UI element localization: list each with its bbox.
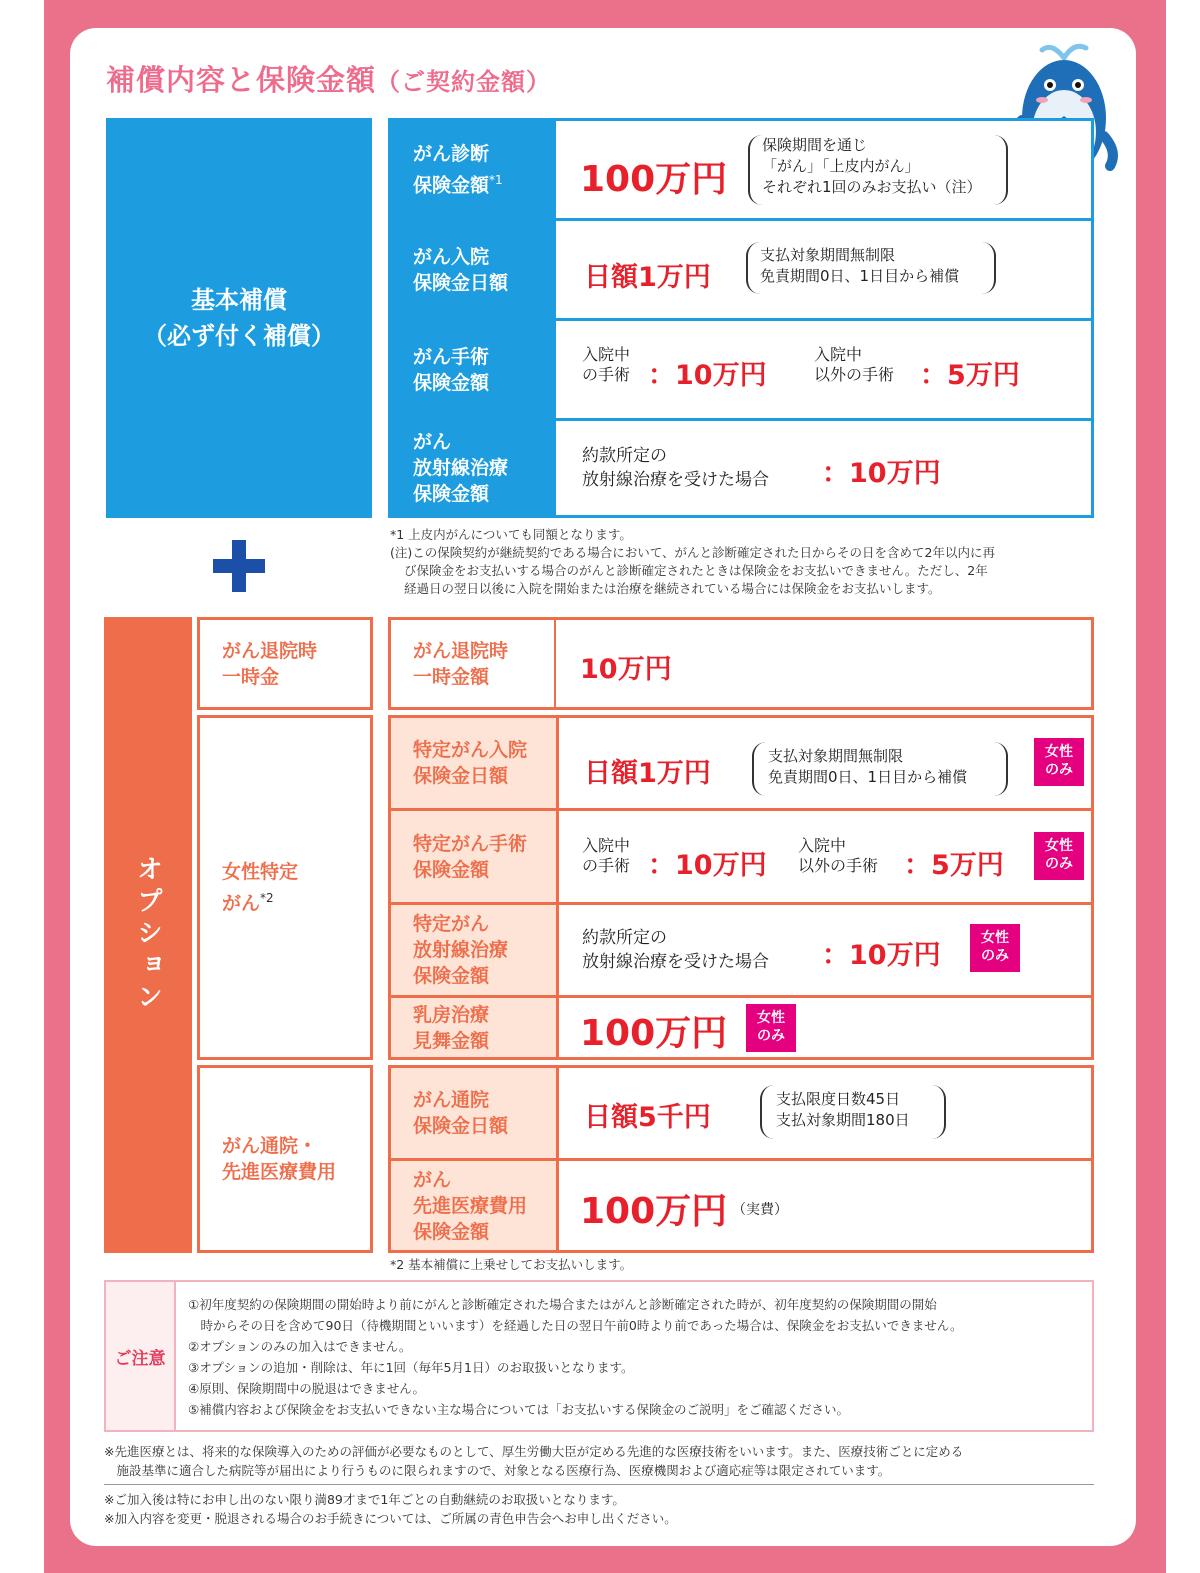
amount-value: 日額1万円 <box>584 757 711 789</box>
row-label: 特定がん入院 保険金日額 <box>413 739 528 787</box>
row-label: がん退院時 一時金額 <box>391 620 556 707</box>
bottom-notes: ※ご加入後は特にお申し出のない限り満89才まで1年ごとの自動継続のお取扱いとなります。 ※加入内容を変更・脱退される場合のお手続きについては、ご所属の青色申告会へお申し出ください。 <box>104 1492 677 1526</box>
basic-coverage-label: 基本補償 （必ず付く補償） <box>106 118 372 518</box>
option-group-discharge: がん退院時 一時金 <box>197 617 373 710</box>
option-group-outpatient: がん通院・ 先進医療費用 <box>197 1065 373 1253</box>
amount-value: 10万円 <box>580 653 672 685</box>
row-label: がん通院 保険金日額 <box>413 1089 509 1137</box>
amount-value: 100万円 <box>580 158 728 200</box>
row-label: 乳房治療 見舞金額 <box>413 1003 490 1052</box>
caution-item: ①初年度契約の保険期間の開始時より前にがんと診断確定された場合またはがんと診断確定された時が、初年度契約の保険期間の開始 <box>188 1297 937 1312</box>
condition-note: 支払対象期間無制限 免責期間0日、1日目から補償 <box>752 742 1008 796</box>
caution-item: ②オプションのみの加入はできません。 <box>188 1339 412 1354</box>
amount-value: ：10万円 <box>822 939 941 971</box>
caution-item: ③オプションの追加・削除は、年に1回（毎年5月1日）のお取扱いとなります。 <box>188 1360 634 1375</box>
condition-note: 支払限度日数45日 支払対象期間180日 <box>760 1085 946 1139</box>
page-title: 補償内容と保険金額（ご契約金額） <box>106 63 552 97</box>
divider <box>556 1068 559 1250</box>
option-group-female: 女性特定 がん$^{*2}$ <box>197 715 373 1060</box>
amount-value: ：5万円 <box>920 359 1020 391</box>
amount-value: 100万円 <box>580 1190 728 1232</box>
condition-label: 入院中 以外の手術 <box>798 836 879 875</box>
caution-label: ご注意 <box>106 1282 176 1430</box>
condition-label: 入院中 の手術 <box>582 836 631 875</box>
actual-cost-note: （実費） <box>732 1202 788 1218</box>
amount-value: ：5万円 <box>904 849 1004 881</box>
plus-icon <box>213 540 265 592</box>
footnotes-top: *1 上皮内がんについても同額となります。 (注)この保険契約が継続契約である場合において、がんと診断確定された日からその日を含めて2年以内に再 び保険金をお支払いする場合のがんと診断確定されたときは保険金をお支払いできません。ただし、2年 経過日の翌日以後に入院を開始または治療を継続されている場合には保険金をお支払いします。 <box>390 527 995 596</box>
condition-note: 保険期間を通じ 「がん」「上皮内がん」 それぞれ1回のみお支払い（注） <box>748 135 1008 205</box>
women-only-badge: 女性 のみ <box>1034 738 1084 786</box>
condition-label: 入院中 以外の手術 <box>814 345 895 384</box>
footnote-2: *2 基本補償に上乗せしてお支払いします。 <box>390 1257 633 1272</box>
amount-value: 日額5千円 <box>584 1101 711 1133</box>
row-label: 特定がん手術 保険金額 <box>413 832 528 881</box>
caution-list <box>188 1294 1088 1420</box>
amount-value: 日額1万円 <box>584 261 711 293</box>
amount-value: 100万円 <box>580 1012 728 1054</box>
women-only-badge: 女性 のみ <box>746 1004 796 1052</box>
amount-value: ：10万円 <box>648 849 767 881</box>
row-label: がん 放射線治療 保険金額 <box>391 421 556 515</box>
row-label: がん入院 保険金日額 <box>391 221 556 318</box>
caution-item: ④原則、保険期間中の脱退はできません。 <box>188 1381 425 1396</box>
amount-value: ：10万円 <box>822 457 941 489</box>
condition-label: 入院中 の手術 <box>582 345 631 384</box>
row-label: がん 先進医療費用 保険金額 <box>413 1168 528 1243</box>
caution-item: 時からその日を含めて90日（待機期間といいます）を経過した日の翌日午前0時より前であった場合は、保険金をお支払いできません。 <box>188 1318 963 1333</box>
divider <box>104 1484 1094 1485</box>
amount-value: ：10万円 <box>648 359 767 391</box>
condition-label: 約款所定の 放射線治療を受けた場合 <box>582 928 769 972</box>
condition-note: 支払対象期間無制限 免責期間0日、1日目から補償 <box>746 242 996 294</box>
divider <box>556 718 559 1057</box>
row-label: がん診断 保険金額$^{*1}$ <box>391 121 556 218</box>
women-only-badge: 女性 のみ <box>970 924 1020 972</box>
women-only-badge: 女性 のみ <box>1034 832 1084 880</box>
option-label: オプション <box>104 617 192 1253</box>
row-label: 特定がん 放射線治療 保険金額 <box>413 913 509 987</box>
row-label: がん手術 保険金額 <box>391 321 556 418</box>
caution-item: ⑤補償内容および保険金をお支払いできない主な場合については「お支払いする保険金のご説明」をご確認ください。 <box>188 1402 849 1417</box>
advanced-medicine-note: ※先進医療とは、将来的な保険導入のための評価が必要なものとして、厚生労働大臣が定める先進的な医療技術をいいます。また、医療技術ごとに定める 施設基準に適合した病院等が届出により行うものに限られますので、対象となる医療行為、医療機関および適応症等は限定されています。 <box>104 1444 964 1478</box>
condition-label: 約款所定の 放射線治療を受けた場合 <box>582 446 769 490</box>
